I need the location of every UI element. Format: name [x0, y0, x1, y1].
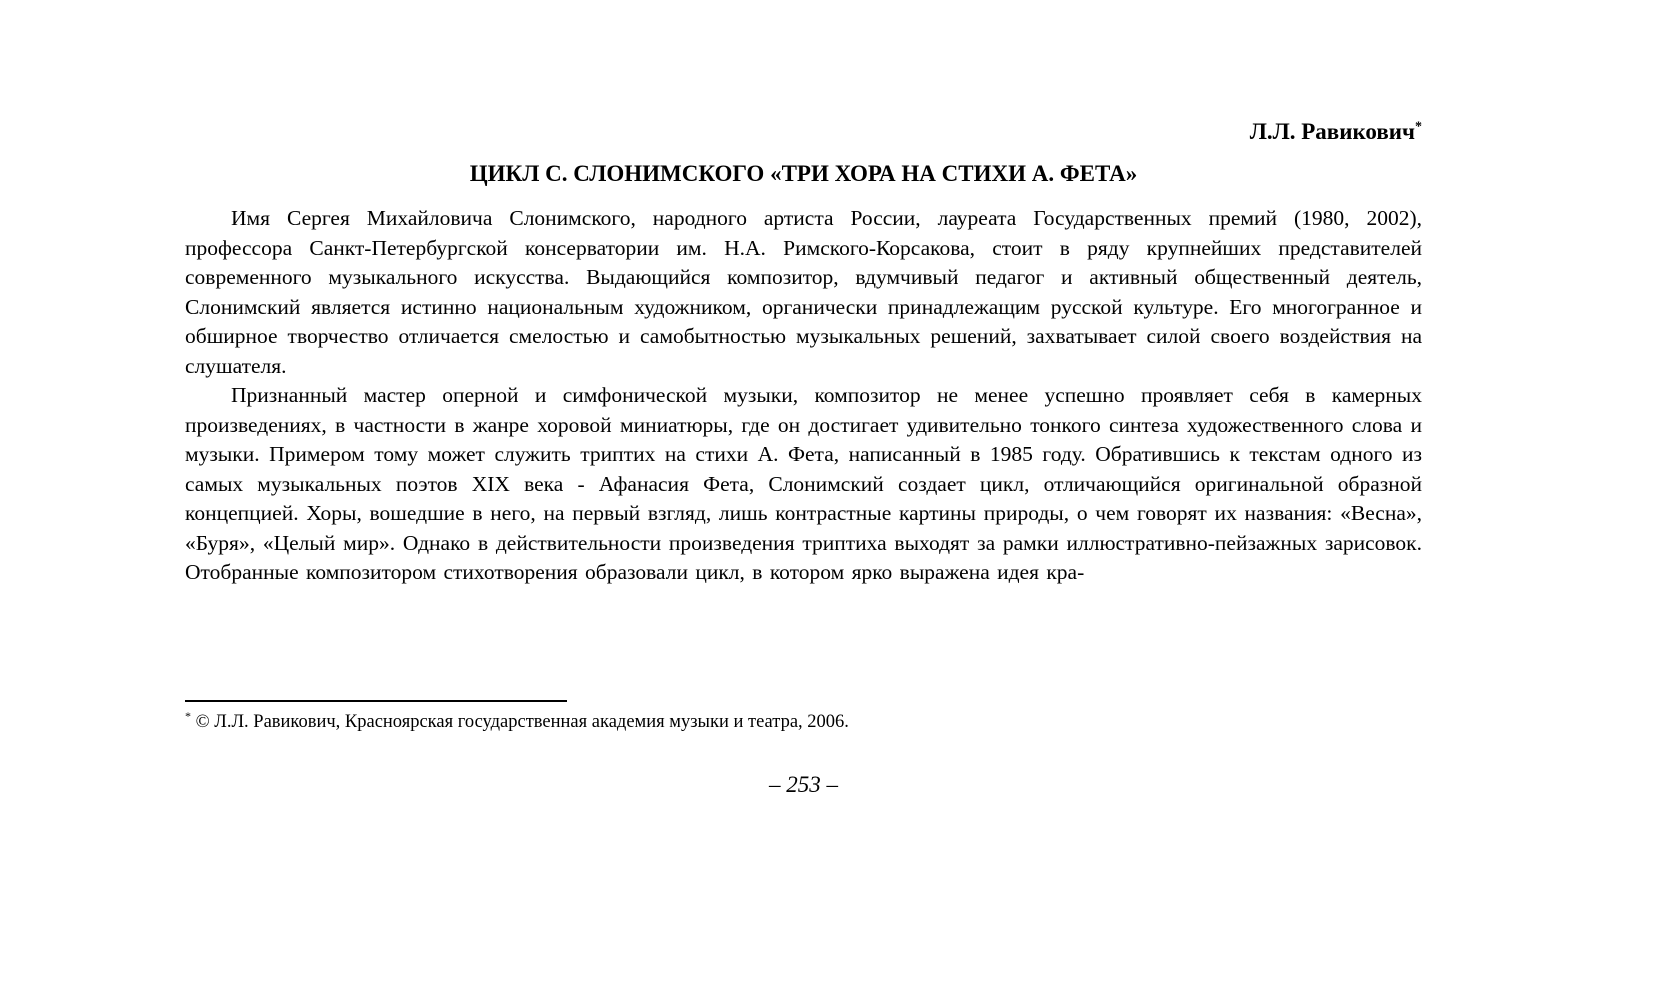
body-text [185, 204, 1422, 588]
author-footnote-marker: * [1415, 119, 1422, 135]
footnote-separator [185, 700, 567, 702]
footnote-block [185, 700, 1422, 734]
author-name: Л.Л. Равикович [1249, 119, 1415, 144]
page-title: ЦИКЛ С. СЛОНИМСКОГО «ТРИ ХОРА НА СТИХИ А. ФЕТА» [469, 161, 1138, 186]
footnote [185, 710, 1422, 734]
author-line [185, 118, 1422, 146]
footnote-text: © Л.Л. Равикович, Красноярская государственная академия музыки и театра, 2006. [195, 712, 849, 732]
paragraph-1: Имя Сергея Михайловича Слонимского, народного артиста России, лауреата Государственных премий (1980, 2002), профессора Санкт-Петербургской консерватории им. Н.А. Римского-Корсакова, стоит в ряду крупнейших представителей современного музыкального искусства. Выдающийся композитор, вдумчивый педагог и активный общественный деятель, Слонимский является истинно национальным художником, органически принадлежащим русской культуре. Его многогранное и обширное творчество отличается смелостью и самобытностью музыкальных решений, захватывает силой своего воздействия на слушателя. [185, 206, 1422, 378]
page-content [185, 118, 1422, 588]
paragraph-2: Признанный мастер оперной и симфонической музыки, композитор не менее успешно проявляет себя в камерных произведениях, в частности в жанре хоровой миниатюры, где он достигает удивительно тонкого синтеза художественного слова и музыки. Примером тому может служить триптих на стихи А. Фета, написанный в 1985 году. Обратившись к текстам одного из самых музыкальных поэтов XIX века - Афанасия Фета, Слонимский создает цикл, отличающийся оригинальной образной концепцией. Хоры, вошедшие в него, на первый взгляд, лишь контрастные картины природы, о чем говорят их названия: «Весна», «Буря», «Целый мир». Однако в действительности произведения триптиха выходят за рамки иллюстративно-пейзажных зарисовок. Отобранные композитором стихотворения образовали цикл, в котором ярко выражена идея кра- [185, 383, 1422, 584]
page-number: – 253 – [769, 772, 838, 797]
footnote-marker: * [185, 708, 191, 723]
